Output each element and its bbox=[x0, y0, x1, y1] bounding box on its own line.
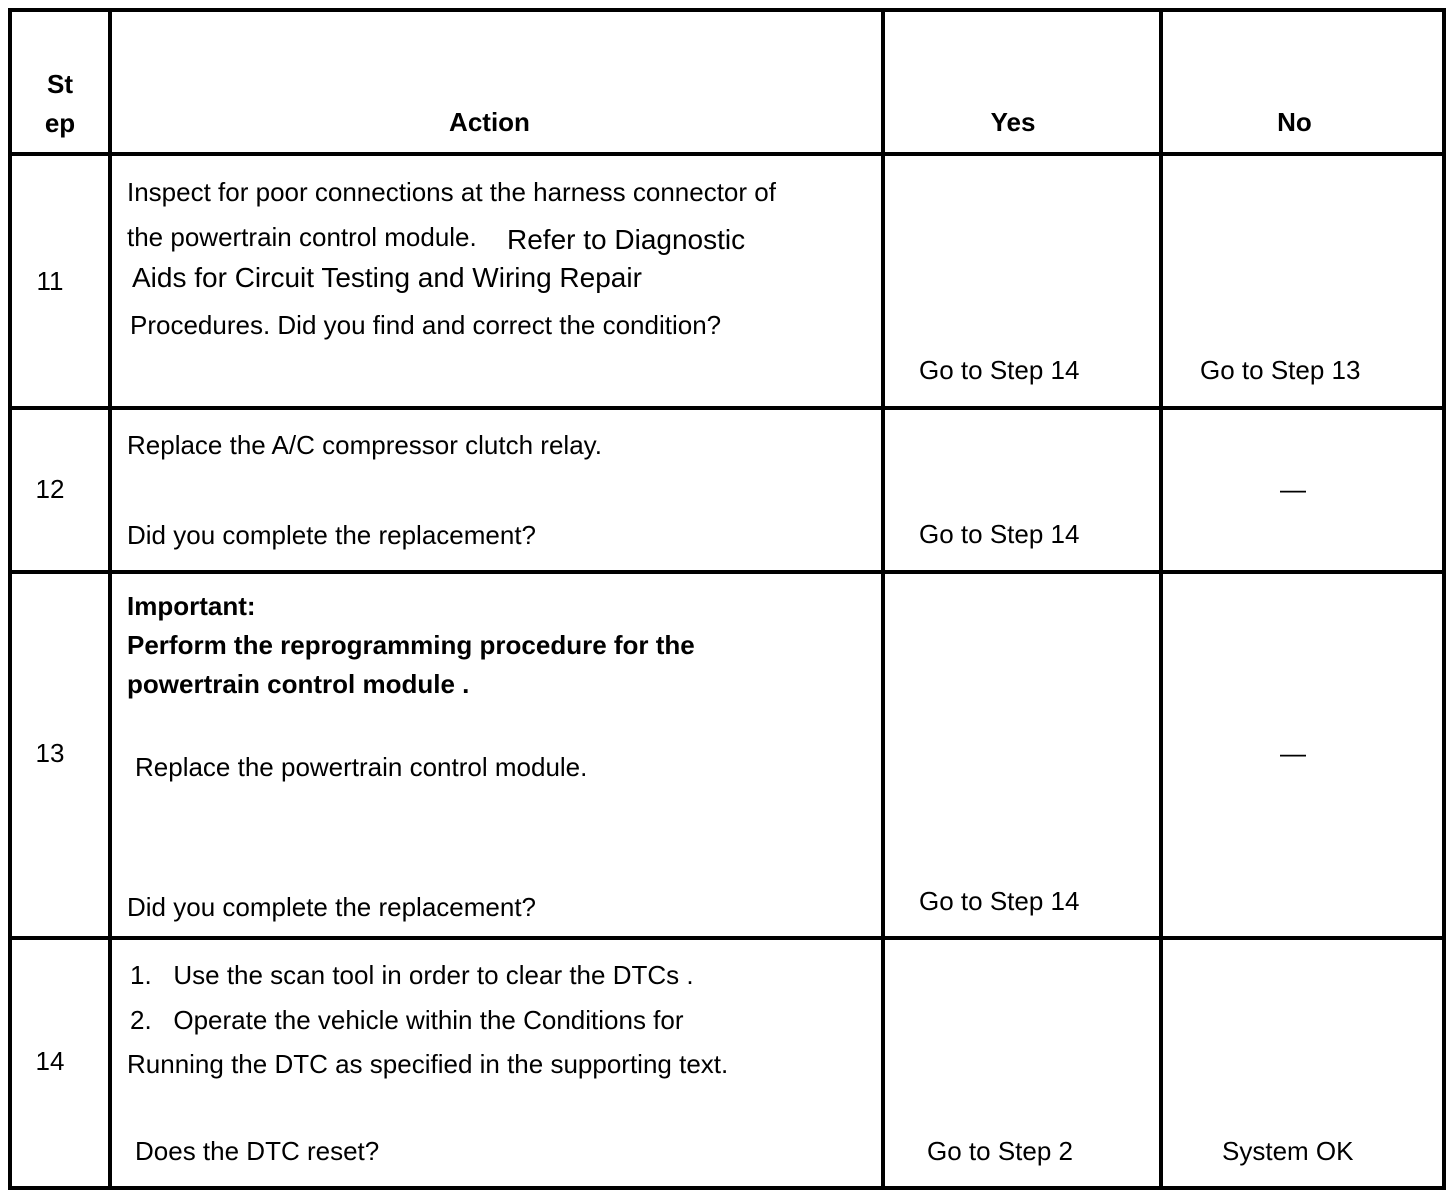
action-text: Did you complete the replacement? bbox=[127, 892, 537, 922]
table-border-top bbox=[8, 8, 1446, 12]
action-text: Replace the powertrain control module. bbox=[135, 752, 588, 782]
header-no: No bbox=[1277, 107, 1312, 137]
action-text: the powertrain control module. bbox=[127, 222, 477, 252]
action-text: Does the DTC reset? bbox=[135, 1136, 380, 1166]
no-link[interactable]: Go to Step 13 bbox=[1200, 355, 1361, 385]
action-text: 1. Use the scan tool in order to clear the DTCs . bbox=[130, 960, 694, 990]
action-text: Aids for Circuit Testing and Wiring Repair bbox=[132, 262, 642, 293]
important-text: Perform the reprogramming procedure for the bbox=[127, 630, 695, 660]
action-text: Inspect for poor connections at the harness connector of bbox=[127, 177, 776, 207]
action-text: Refer to Diagnostic bbox=[507, 224, 746, 255]
header-step-line1: St bbox=[47, 69, 73, 99]
header-divider bbox=[8, 152, 1446, 156]
action-text: Procedures. Did you find and correct the condition? bbox=[130, 310, 722, 340]
column-divider bbox=[108, 8, 112, 1190]
table-border-right bbox=[1442, 8, 1446, 1190]
action-text: Did you complete the replacement? bbox=[127, 520, 537, 550]
no-dash: — bbox=[1280, 738, 1306, 768]
status-text: System OK bbox=[1222, 1136, 1354, 1166]
diagnostic-table bbox=[8, 8, 1446, 1190]
step-number: 14 bbox=[35, 1046, 65, 1076]
yes-link[interactable]: Go to Step 14 bbox=[919, 519, 1080, 549]
step-number: 11 bbox=[36, 266, 64, 296]
header-step-line2: ep bbox=[44, 108, 76, 138]
action-text: Replace the A/C compressor clutch relay. bbox=[127, 430, 602, 460]
header-yes: Yes bbox=[990, 107, 1036, 137]
header-action: Action bbox=[449, 107, 530, 137]
row-divider bbox=[8, 406, 1446, 410]
table-border-bottom bbox=[8, 1186, 1446, 1190]
no-dash: — bbox=[1280, 474, 1306, 504]
action-text: 2. Operate the vehicle within the Conditions for bbox=[130, 1005, 684, 1035]
yes-link[interactable]: Go to Step 14 bbox=[919, 355, 1080, 385]
important-label: Important: bbox=[127, 591, 256, 621]
row-divider bbox=[8, 570, 1446, 574]
step-number: 13 bbox=[35, 738, 65, 768]
row-divider bbox=[8, 936, 1446, 940]
column-divider bbox=[881, 8, 885, 1190]
important-text: powertrain control module . bbox=[127, 669, 470, 699]
yes-link[interactable]: Go to Step 2 bbox=[927, 1136, 1073, 1166]
step-number: 12 bbox=[35, 474, 65, 504]
action-text: Running the DTC as specified in the supporting text. bbox=[127, 1049, 729, 1079]
table-border-left bbox=[8, 8, 12, 1190]
column-divider bbox=[1159, 8, 1163, 1190]
yes-link[interactable]: Go to Step 14 bbox=[919, 886, 1080, 916]
